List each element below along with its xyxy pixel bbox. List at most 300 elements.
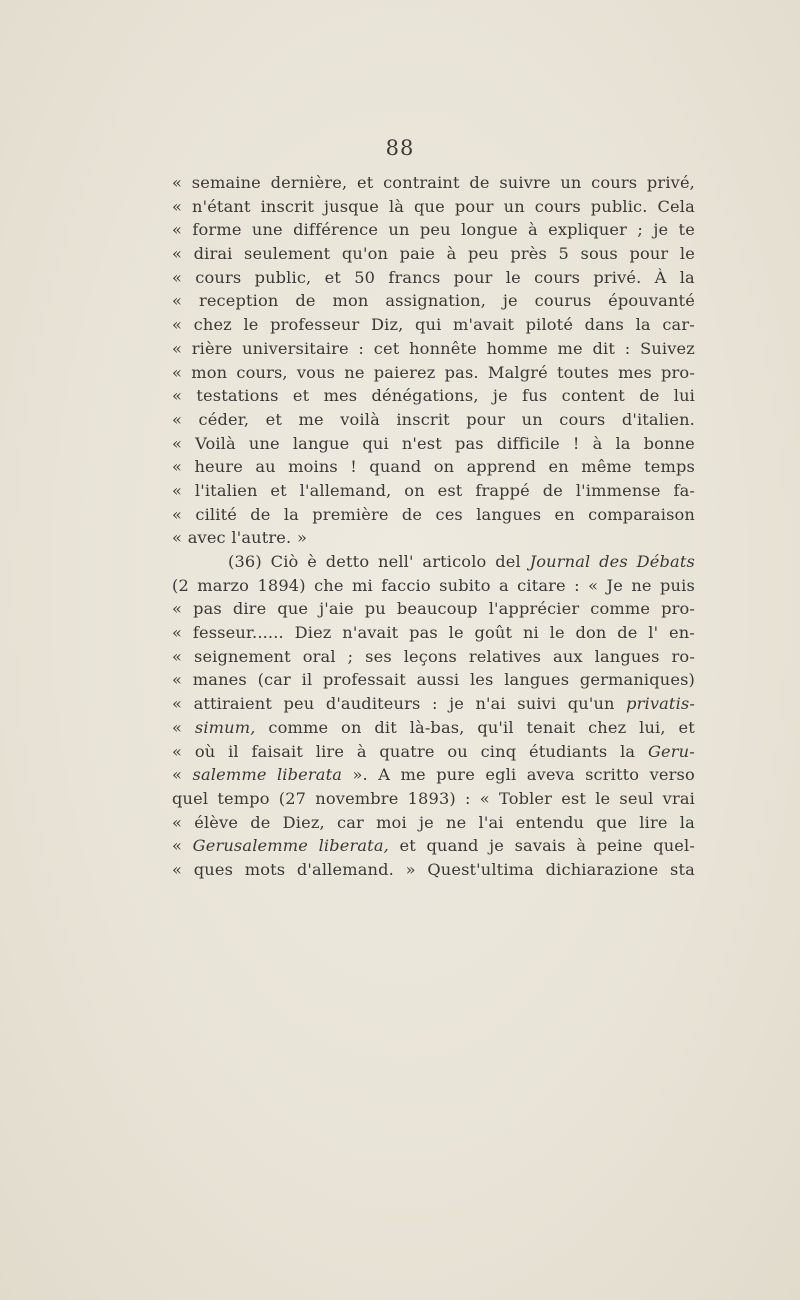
word: chez [193, 315, 232, 335]
word: expliquer [548, 220, 628, 240]
word: ! [572, 433, 580, 453]
word: cours [559, 409, 606, 429]
word: A [378, 765, 391, 785]
word: salemme [192, 765, 267, 785]
word: rière [191, 338, 233, 358]
word: public, [254, 267, 312, 287]
word: l'immense [575, 480, 661, 500]
word: homme [486, 338, 548, 358]
text-line [172, 266, 695, 290]
word: une [251, 220, 283, 240]
word: articolo [422, 552, 487, 571]
word: pu [364, 599, 386, 619]
word: la [679, 267, 695, 287]
word: inscrit [396, 409, 450, 429]
word: d'allemand. [296, 859, 394, 879]
word: qu'on [341, 244, 389, 264]
word: longue [461, 220, 518, 240]
word: Geru- [647, 741, 695, 761]
word: n'ai [475, 694, 506, 714]
word: privatis- [626, 694, 695, 714]
word: et [678, 717, 695, 737]
word: « [172, 504, 183, 524]
word: è [307, 552, 317, 571]
word: cilité [195, 504, 237, 524]
word: le [448, 623, 464, 643]
word: la [615, 433, 631, 453]
word: suivi [517, 694, 557, 714]
word: cours [195, 267, 242, 287]
text-line [172, 597, 695, 621]
word: d'auditeurs [325, 694, 421, 714]
word: Tobler [499, 788, 553, 808]
word: je [449, 694, 464, 714]
word: simum, [194, 717, 256, 737]
word: en [554, 504, 575, 524]
word: : [624, 338, 631, 358]
word: il [301, 670, 313, 690]
word: quatre [379, 741, 435, 761]
word: j'aie [319, 599, 354, 619]
word: Suivez [640, 338, 695, 358]
text-line [172, 242, 695, 266]
word: et [324, 267, 341, 287]
text-line [172, 313, 695, 337]
word: dernière, [270, 173, 348, 192]
word: liberata [276, 765, 343, 785]
word: me [557, 338, 583, 358]
word: faisait [251, 741, 304, 761]
word: où [194, 741, 216, 761]
word: « [172, 386, 183, 406]
word: la [679, 812, 695, 832]
word: que [414, 196, 445, 216]
word: « [172, 599, 183, 619]
word: dans [584, 315, 625, 335]
word: mots [244, 859, 286, 879]
word: inscrit [260, 196, 315, 216]
word: même [581, 457, 632, 477]
word: moins [288, 457, 338, 477]
word: me [400, 765, 426, 785]
word: liberata, [318, 836, 389, 856]
word: on [433, 457, 455, 477]
word: et [399, 836, 416, 856]
word: pour [454, 196, 494, 216]
word: (car [257, 670, 291, 690]
word: ces [435, 504, 463, 524]
text-line [172, 834, 695, 858]
word: de [469, 173, 490, 192]
word: professeur [270, 315, 360, 335]
word: mes [323, 386, 358, 406]
word: entendu [515, 812, 585, 832]
word: attiraient [193, 694, 272, 714]
word: est [561, 788, 587, 808]
word: Malgré [487, 362, 548, 382]
word: première [312, 504, 389, 524]
word: de [401, 504, 423, 524]
word: germaniques) [579, 670, 695, 690]
word: semaine [191, 173, 261, 192]
word: dit [374, 717, 397, 737]
word: » [405, 859, 416, 879]
word: faccio [381, 575, 431, 595]
word: scritto [585, 765, 640, 785]
word: pro- [661, 362, 695, 382]
text-line [172, 858, 695, 882]
word: frappé [475, 480, 530, 500]
word: vrai [662, 788, 695, 808]
word: don [575, 623, 607, 643]
word: un [560, 173, 582, 192]
word: : [574, 575, 580, 595]
text-line [172, 811, 695, 835]
word: « [172, 741, 183, 761]
word: est [437, 480, 463, 500]
word: (36) [228, 552, 262, 571]
word: : [431, 694, 438, 714]
word: langue [292, 433, 350, 453]
word: Cela [657, 196, 695, 216]
word: « [172, 362, 183, 382]
text-line [172, 574, 695, 598]
text-line [172, 740, 695, 764]
word: forme [192, 220, 242, 240]
word: la [620, 741, 636, 761]
word: « [172, 409, 183, 429]
word: Ciò [270, 552, 299, 571]
word: il [228, 741, 239, 761]
word: langues [594, 646, 660, 666]
word: « [172, 196, 183, 216]
text-line [172, 171, 695, 195]
word: cours [591, 173, 638, 192]
word: dénégations, [371, 386, 479, 406]
word: apprend [466, 457, 537, 477]
word: de [639, 386, 660, 406]
text-line [172, 668, 695, 692]
word: « [172, 717, 183, 737]
word: là [388, 196, 405, 216]
word: le [679, 244, 695, 264]
word: je [418, 812, 434, 832]
text-line [172, 763, 695, 787]
word: privé, [646, 173, 695, 192]
word: comme [590, 599, 651, 619]
word: lire [639, 812, 668, 832]
word: « [172, 220, 183, 240]
word: cinq [480, 741, 517, 761]
word: « [588, 575, 599, 595]
word: « [172, 694, 183, 714]
word: à [592, 433, 603, 453]
word: la [283, 504, 299, 524]
word: en- [668, 623, 695, 643]
word: fesseur...... [192, 623, 284, 643]
word: relatives [468, 646, 542, 666]
word: « [172, 315, 183, 335]
word: l'italien [194, 480, 258, 500]
word: élève [194, 812, 239, 832]
word: de [250, 812, 271, 832]
word: citare [517, 575, 566, 595]
word: l'ai [478, 812, 504, 832]
word: privé. [593, 267, 642, 287]
word: l' [648, 623, 659, 643]
word: de [542, 480, 563, 500]
word: « [172, 765, 183, 785]
word: aveva [526, 765, 575, 785]
word: Quest'ultima [427, 859, 534, 879]
word: paie [399, 244, 435, 264]
word: contraint [383, 173, 460, 192]
word: le [549, 623, 565, 643]
word: près [510, 244, 547, 264]
word: pour [453, 267, 493, 287]
word: à [356, 741, 367, 761]
text-line [172, 195, 695, 219]
word: peine [596, 836, 643, 856]
text-line [172, 361, 695, 385]
word: ne [344, 362, 365, 382]
word: novembre [315, 788, 399, 808]
word: langues [504, 670, 570, 690]
word: moi [376, 812, 407, 832]
word: peu [283, 694, 315, 714]
word: céder, [198, 409, 250, 429]
word: dire [232, 599, 267, 619]
word: différence [293, 220, 379, 240]
word: mon [332, 291, 369, 311]
text-line [172, 289, 695, 313]
word: on [404, 480, 425, 500]
word: puis [660, 575, 695, 595]
word: vous [296, 362, 336, 382]
word: « [172, 267, 183, 287]
word: de [250, 504, 271, 524]
word: je [489, 836, 504, 856]
word: universitaire [242, 338, 349, 358]
word: a [498, 575, 509, 595]
word: ni [522, 623, 539, 643]
word: sous [580, 244, 618, 264]
word: Débats [636, 552, 695, 571]
word: sta [670, 859, 695, 879]
word: n'est [401, 433, 442, 453]
word: le [243, 315, 259, 335]
word: mon [191, 362, 228, 382]
text-line [172, 503, 695, 527]
word: comme [268, 717, 329, 737]
word: del [495, 552, 521, 571]
word: qui [415, 315, 442, 335]
word: dichiarazione [545, 859, 659, 879]
word: Diez [294, 623, 332, 643]
word: au [255, 457, 276, 477]
text-line [172, 432, 695, 456]
word: quand [426, 836, 479, 856]
word: reception [198, 291, 279, 311]
word: pure [436, 765, 475, 785]
word: me [298, 409, 324, 429]
word: tenait [526, 717, 576, 737]
word: de [617, 623, 638, 643]
word: « [172, 646, 183, 666]
word: des [599, 552, 628, 571]
word: ses [365, 646, 392, 666]
word: ques [193, 859, 234, 879]
word: 1893) [407, 788, 456, 808]
word: un [521, 409, 543, 429]
word: fa- [673, 480, 695, 500]
word: le [505, 267, 521, 287]
word: tempo [217, 788, 270, 808]
word: comparaison [588, 504, 695, 524]
text-line [172, 455, 695, 479]
word: et [265, 409, 283, 429]
word: là-bas, [409, 717, 465, 737]
word: à [528, 220, 538, 240]
word: je [492, 386, 508, 406]
page-number: 88 [385, 136, 415, 160]
word: je [653, 220, 669, 240]
word: jusque [323, 196, 379, 216]
word: quel- [653, 836, 695, 856]
word: heure [194, 457, 243, 477]
word: lui [673, 386, 695, 406]
word: subito [439, 575, 491, 595]
word: quel [172, 788, 209, 808]
word: ou [447, 741, 468, 761]
word: suivre [499, 173, 551, 192]
word: oral [302, 646, 336, 666]
word: je [502, 291, 518, 311]
word: la [635, 315, 651, 335]
word: « [172, 623, 183, 643]
word: bonne [643, 433, 695, 453]
word: on [341, 717, 362, 737]
word: cours [534, 196, 581, 216]
word: « [172, 836, 183, 856]
word: Journal [529, 552, 591, 571]
text-line [172, 716, 695, 740]
text-line [172, 621, 695, 645]
word: et [356, 173, 374, 192]
word: en [548, 457, 569, 477]
word: 1894) [257, 575, 306, 595]
word: beaucoup [396, 599, 478, 619]
word: m'avait [453, 315, 515, 335]
word: cours [534, 267, 581, 287]
word: chez [588, 717, 627, 737]
word: l'autre. [231, 528, 292, 548]
word: « [479, 788, 490, 808]
word: paierez [373, 362, 436, 382]
word: pas [193, 599, 222, 619]
word: ». [352, 765, 368, 785]
text-line [172, 692, 695, 716]
word: « [172, 244, 183, 264]
word: qu'il [477, 717, 514, 737]
word: avec [187, 528, 226, 548]
word: francs [388, 267, 441, 287]
word: mes [618, 362, 652, 382]
word: pour [466, 409, 506, 429]
word: ! [350, 457, 357, 477]
word: Diz, [370, 315, 404, 335]
text-line [172, 787, 695, 811]
word: l'allemand, [299, 480, 392, 500]
word: seulement [244, 244, 331, 264]
word: car [336, 812, 364, 832]
word: nell' [378, 552, 414, 571]
word: « [172, 457, 183, 477]
word: « [172, 338, 183, 358]
word: 5 [558, 244, 569, 264]
word: : [358, 338, 365, 358]
body-text [172, 171, 695, 882]
word: à [576, 836, 587, 856]
word: voilà [340, 409, 380, 429]
text-line [172, 526, 695, 550]
word: « [172, 812, 183, 832]
word: quand [369, 457, 422, 477]
word: Gerusalemme [192, 836, 308, 856]
word: honnête [409, 338, 477, 358]
word: à [446, 244, 457, 264]
word: « [172, 528, 183, 548]
word: d'italien. [621, 409, 695, 429]
word: ; [637, 220, 643, 240]
word: content [561, 386, 625, 406]
word: une [248, 433, 280, 453]
word: difficile [496, 433, 560, 453]
word: verso [649, 765, 695, 785]
text-line [172, 479, 695, 503]
word: « [172, 859, 183, 879]
word: aux [553, 646, 583, 666]
word: le [595, 788, 611, 808]
word: (27 [278, 788, 307, 808]
word: : [465, 788, 471, 808]
word: « [172, 433, 183, 453]
word: ne [446, 812, 467, 832]
word: te [678, 220, 695, 240]
word: « [172, 291, 183, 311]
word: Diez, [282, 812, 325, 832]
word: ; [347, 646, 354, 666]
word: assignation, [385, 291, 487, 311]
text-line [172, 408, 695, 432]
word: et [270, 480, 287, 500]
word: de [295, 291, 316, 311]
word: pas [454, 433, 484, 453]
word: testations [196, 386, 279, 406]
text-line [172, 337, 695, 361]
word: lui, [639, 717, 666, 737]
word: qu'un [567, 694, 615, 714]
text-line [172, 645, 695, 669]
word: un [503, 196, 525, 216]
word: étudiants [529, 741, 608, 761]
text-line [172, 218, 695, 242]
word: lire [315, 741, 345, 761]
word: toutes [557, 362, 609, 382]
word: cet [373, 338, 400, 358]
word: 50 [354, 267, 376, 287]
word: Je [606, 575, 623, 595]
